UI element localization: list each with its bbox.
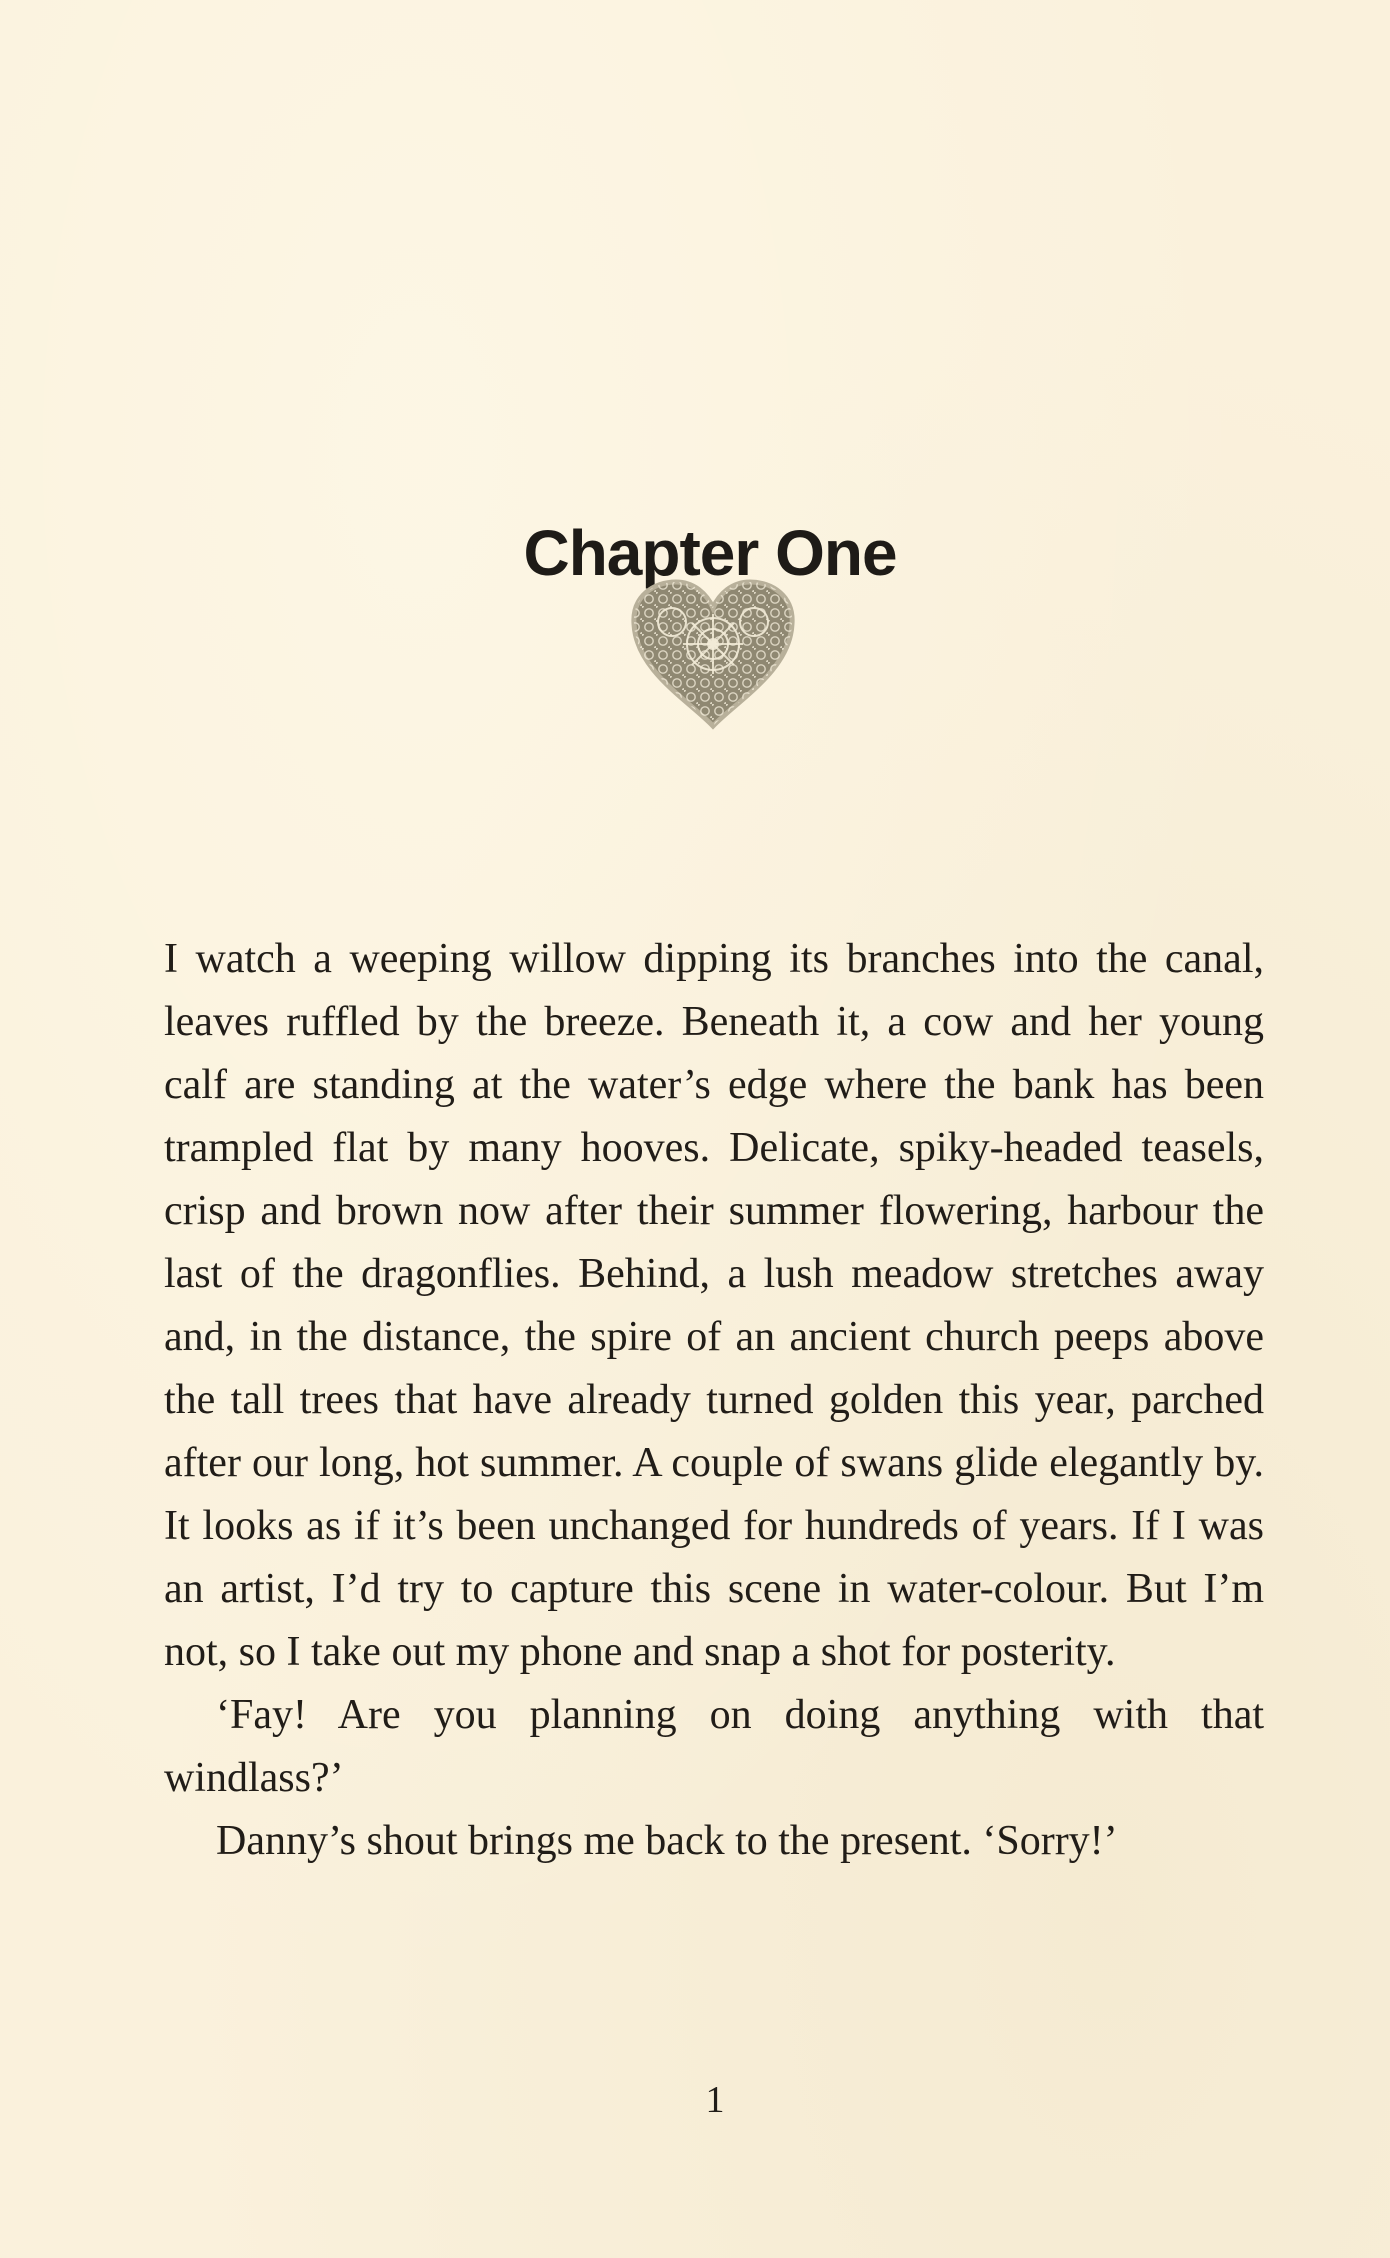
chapter-title: Chapter One: [523, 516, 897, 589]
paragraph-2: ‘Fay! Are you planning on doing anything with that windlass?’: [164, 1692, 1264, 1801]
chapter-body: [164, 928, 1264, 1873]
page-number: 1: [705, 2079, 725, 2121]
paragraph-3: Danny’s shout brings me back to the present. ‘Sorry!’: [216, 1818, 1118, 1864]
paragraph-1: I watch a weeping willow dipping its branches into the canal, leaves ruffled by the breeze. Beneath it, a cow and her young calf are standing at the water’s edge where the bank has been trampled flat by many hooves. Delicate, spiky-headed teasels, crisp and brown now after their summer flowering, harbour the last of the dragonflies. Behind, a lush meadow stretches away and, in the distance, the spire of an ancient church peeps above the tall trees that have already turned golden this year, parched after our long, hot summer. A couple of swans glide elegantly by. It looks as if it’s been unchanged for hundreds of years. If I was an artist, I’d try to capture this scene in water-colour. But I’m not, so I take out my phone and snap a shot for posterity.: [164, 936, 1264, 1675]
lace-heart-icon: [628, 578, 798, 730]
